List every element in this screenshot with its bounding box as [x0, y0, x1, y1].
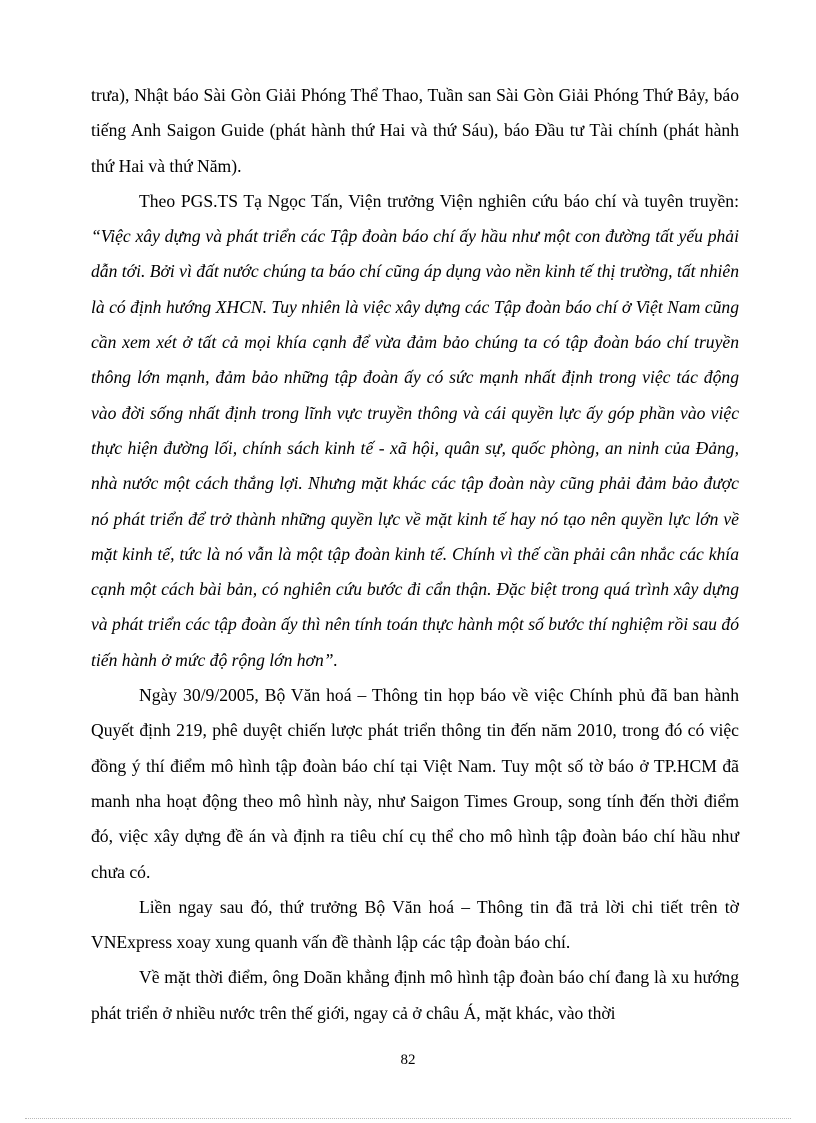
page-number: 82 — [400, 1052, 416, 1068]
body-text — [91, 78, 739, 1031]
paragraph-quote-intro — [91, 184, 739, 678]
paragraph-timing — [91, 960, 739, 1031]
paragraph-decision-219 — [91, 678, 739, 890]
quotation-text: “Việc xây dựng và phát triển các Tập đoàn báo chí ấy hầu như một con đường tất yếu phải dẫn tới. Bởi vì đất nước chúng ta báo chí cũng áp dụng vào nền kinh tế thị trường, tất nhiên là có định hướng XHCN. Tuy nhiên là việc xây dựng các Tập đoàn báo chí ở Việt Nam cũng cần xem xét ở tất cả mọi khía cạnh để vừa đảm bảo chúng ta có tập đoàn báo chí truyền thông lớn mạnh, đảm bảo những tập đoàn ấy có sức mạnh nhất định trong việc tác động vào đời sống nhất định trong lĩnh vực truyền thông và cái quyền lực ấy góp phần vào việc thực hiện đường lối, chính sách kinh tế - xã hội, quân sự, quốc phòng, an ninh của Đảng, nhà nước một cách thắng lợi. Nhưng mặt khác các tập đoàn này cũng phải đảm bảo được nó phát triển để trở thành những quyền lực về mặt kinh tế hay nó tạo nên quyền lực lớn về mặt kinh tế, tức là nó vẫn là một tập đoàn kinh tế. Chính vì thế cần phải cân nhắc các khía cạnh một cách bài bản, có nghiên cứu bước đi cẩn thận. Đặc biệt trong quá trình xây dựng và phát triển các tập đoàn ấy thì nên tính toán thực hành một số bước thí nghiệm rồi sau đó tiến hành ở mức độ rộng lớn hơn”. — [91, 226, 740, 670]
paragraph-text: Liền ngay sau đó, thứ trưởng Bộ Văn hoá – Thông tin đã trả lời chi tiết trên tờ VNExpress xoay xung quanh vấn đề thành lập các tập đoàn báo chí. — [91, 896, 739, 953]
paragraph-text: trưa), Nhật báo Sài Gòn Giải Phóng Thể Thao, Tuần san Sài Gòn Giải Phóng Thứ Bảy, báo tiếng Anh Saigon Guide (phát hành thứ Hai và thứ Sáu), báo Đầu tư Tài chính (phát hành thứ Hai và thứ Năm). — [91, 85, 739, 176]
paragraph-continuation — [91, 78, 739, 184]
page-bottom-divider — [25, 1118, 791, 1119]
paragraph-vnexpress — [91, 890, 739, 961]
paragraph-text: Theo PGS.TS Tạ Ngọc Tấn, Viện trưởng Viện nghiên cứu báo chí và tuyên truyền: — [139, 190, 739, 211]
paragraph-text: Về mặt thời điểm, ông Doãn khẳng định mô hình tập đoàn báo chí đang là xu hướng phát triển ở nhiều nước trên thế giới, ngay cả ở châu Á, mặt khác, vào thời — [91, 967, 739, 1023]
paragraph-text: Ngày 30/9/2005, Bộ Văn hoá – Thông tin họp báo về việc Chính phủ đã ban hành Quyết định 219, phê duyệt chiến lược phát triển thông tin đến năm 2010, trong đó có việc đồng ý thí điểm mô hình tập đoàn báo chí tại Việt Nam. Tuy một số tờ báo ở TP.HCM đã manh nha hoạt động theo mô hình này, như Saigon Times Group, song tính đến thời điểm đó, việc xây dựng đề án và định ra tiêu chí cụ thể cho mô hình tập đoàn báo chí hầu như chưa có. — [91, 685, 739, 882]
